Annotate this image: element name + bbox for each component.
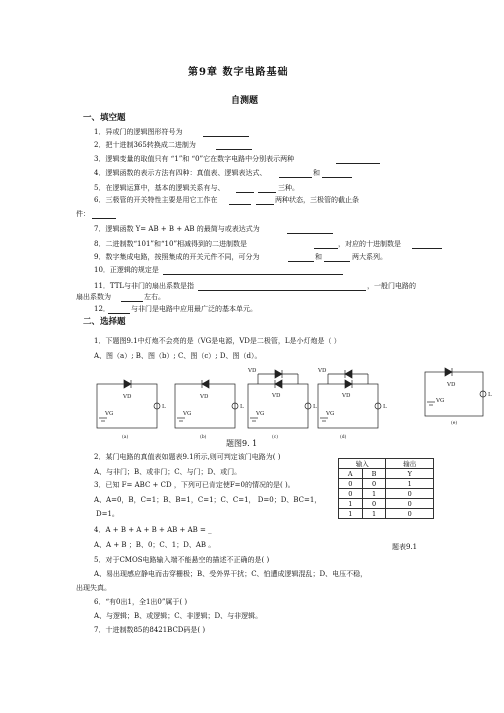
l-label: L (162, 404, 166, 410)
table-cell: 0 (362, 479, 386, 489)
answer-blank (256, 204, 274, 205)
vg-label: VG (326, 411, 335, 417)
question-2-7: 7．十进制数85的8421BCD码是( ) (94, 626, 206, 634)
circuit-a (97, 380, 166, 440)
question-2-2: 2．某门电路的真值表如题表9.1所示,则可判定该门电路为( ) (94, 453, 281, 461)
question-1-4-and: 和 (313, 169, 320, 177)
truth-table-caption: 题表9.1 (392, 543, 418, 551)
fig-label-d: (d) (340, 435, 347, 440)
question-2-1: 1．下题图9.1中灯炮不会亮的是（VG是电源，VD是二极管，L是小灯炮是（ ） (94, 337, 341, 345)
question-2-3: 3．已知 F= ABC + CD ，下列可已肯定使F=0的情况的是( )。 (94, 481, 295, 489)
answer-blank (287, 233, 333, 234)
vd-label: VD (318, 368, 327, 374)
question-1-12: 12． (94, 305, 110, 313)
vg-label: VG (105, 411, 114, 417)
truth-table-output-header: 输出 (386, 459, 434, 469)
question-1-11-cont-end: 左右。 (144, 293, 165, 301)
vd-label: VD (248, 368, 257, 374)
table-cell: 1 (339, 499, 363, 509)
vd-label: VD (123, 394, 132, 400)
answer-blank (216, 149, 252, 150)
answer-blank (236, 192, 254, 193)
question-1-1: 1．异或门的逻辑图形符号为 (94, 128, 183, 136)
question-1-8: 8．二进制数“101”和“10”相减得到的二进制数是 (94, 240, 248, 248)
vg-label: VG (183, 411, 192, 417)
question-2-5: 5．对于CMOS电路输入端不能悬空的描述不正确的是( ) (94, 556, 270, 564)
question-2-6-options: A、与逻辑；B、或逻辑；C、非逻辑；D、与非逻辑。 (94, 612, 263, 620)
truth-table-col-b: B (362, 469, 386, 479)
question-1-2: 2．把十进制365转换成二进制为 (94, 141, 196, 149)
question-2-1-options: A、图（a）; B、图（b）; C、图（c）; D、图（d）。 (94, 352, 262, 360)
truth-table (338, 458, 434, 519)
answer-blank (324, 261, 350, 262)
answer-blank (108, 313, 130, 314)
answer-blank (288, 261, 314, 262)
table-cell: 0 (386, 489, 434, 499)
question-1-9-end: 两大系列。 (352, 253, 387, 261)
answer-blank (412, 248, 442, 249)
table-row (339, 479, 434, 489)
l-label: L (313, 404, 317, 410)
truth-table-col-a: A (339, 469, 363, 479)
question-1-5-end: 三种。 (278, 184, 299, 192)
question-1-11: 11．TTL与非门的扇出系数是指 (94, 282, 195, 290)
answer-blank (198, 290, 366, 291)
circuit-c (247, 368, 317, 440)
answer-blank (121, 301, 143, 302)
section-heading-choice: 二、选择题 (83, 317, 126, 327)
answer-blank (92, 218, 116, 219)
question-2-3-options: A、A=0，B，C=1；B、B=1，C=1；C、C=1， D=0；D、BC=1， (94, 496, 322, 504)
answer-blank (203, 136, 249, 137)
question-1-9: 9．数字集成电路，按照集成的开关元件不同，可分为 (94, 253, 260, 261)
table-cell: 0 (339, 489, 363, 499)
question-2-6: 6．“有0出1，全1出0”属于( ) (94, 598, 188, 606)
question-1-6-cont: 件： (76, 210, 90, 218)
table-row (339, 499, 434, 509)
table-cell: 1 (362, 509, 386, 519)
question-1-5: 5．在逻辑运算中，基本的逻辑关系有与、 (94, 184, 225, 192)
question-1-9-and: 和 (315, 253, 322, 261)
answer-blank (279, 177, 312, 178)
question-1-6: 6．三极管的开关特性主要是用它工作在 (94, 196, 218, 204)
l-label: L (383, 404, 387, 410)
circuit-d (317, 368, 387, 440)
answer-blank (322, 177, 352, 178)
vd-label: VD (272, 393, 281, 399)
answer-blank (229, 204, 251, 205)
question-1-3: 3．逻辑变量的取值只有 “1”和 “0”它在数字电路中分别表示两种 (94, 155, 295, 163)
table-cell: 1 (362, 489, 386, 499)
question-1-6-mid: 两种状态，三极管的截止条 (275, 196, 359, 204)
table-cell: 1 (339, 509, 363, 519)
fig-label-c: (c) (272, 435, 279, 440)
circuit-e (425, 368, 492, 426)
answer-blank (336, 163, 380, 164)
vg-label: VG (436, 398, 445, 404)
chapter-title: 第9章 数字电路基础 (188, 67, 289, 78)
table-cell: 0 (386, 509, 434, 519)
section-heading-fill-blank: 一、填空题 (83, 113, 126, 123)
table-cell: 0 (386, 499, 434, 509)
question-1-8-mid: ，对应的十进制数是 (338, 240, 401, 248)
vg-label: VG (256, 411, 265, 417)
question-1-10: 10．正逻辑的规定是 (94, 266, 159, 274)
l-label: L (488, 392, 492, 398)
table-cell: 1 (386, 479, 434, 489)
figure-caption: 题图9. 1 (226, 439, 258, 448)
question-2-4-options: A、A + B ；B、0；C、1；D、AB 。 (94, 541, 216, 549)
table-row (339, 509, 434, 519)
question-2-4: 4．A + B + A + B + AB + AB = _ (94, 526, 212, 534)
question-1-11-cont: 扇出系数为 (76, 293, 111, 301)
question-2-3-options-cont: D=1。 (96, 510, 119, 518)
question-2-5-options: A、易出现感应静电而击穿栅极；B、受外界干扰；C、怕遭成逻辑混乱；D、电压不稳， (94, 570, 368, 578)
answer-blank (314, 248, 338, 249)
fig-label-b: (b) (200, 435, 207, 440)
answer-blank (258, 192, 276, 193)
table-cell: 0 (339, 479, 363, 489)
vd-label: VD (447, 382, 456, 388)
section-subtitle: 自测题 (231, 96, 259, 106)
fig-label-a: (a) (122, 435, 129, 440)
table-row (339, 489, 434, 499)
question-2-2-options: A、与非门；B、或非门；C、与门；D、或门。 (94, 468, 242, 476)
l-label: L (240, 404, 244, 410)
table-cell: 0 (362, 499, 386, 509)
vd-label: VD (342, 393, 351, 399)
answer-blank (163, 274, 343, 275)
circuit-b (175, 380, 244, 440)
question-1-7: 7．逻辑函数 Y= AB + B + AB 的最简与或表达式为 (94, 225, 260, 233)
question-1-11-end: ，一般门电路的 (367, 282, 416, 290)
vd-label: VD (200, 394, 209, 400)
question-1-12-end: 与非门是电路中应用最广泛的基本单元。 (131, 305, 257, 313)
fig-label-e: (e) (451, 421, 458, 426)
question-2-5-options-cont: 出现失真。 (76, 584, 111, 592)
truth-table-col-y: Y (386, 469, 434, 479)
truth-table-input-header: 输入 (339, 459, 386, 469)
question-1-4: 4．逻辑函数的表示方法有四种：真值表、逻辑表达式、 (94, 169, 267, 177)
